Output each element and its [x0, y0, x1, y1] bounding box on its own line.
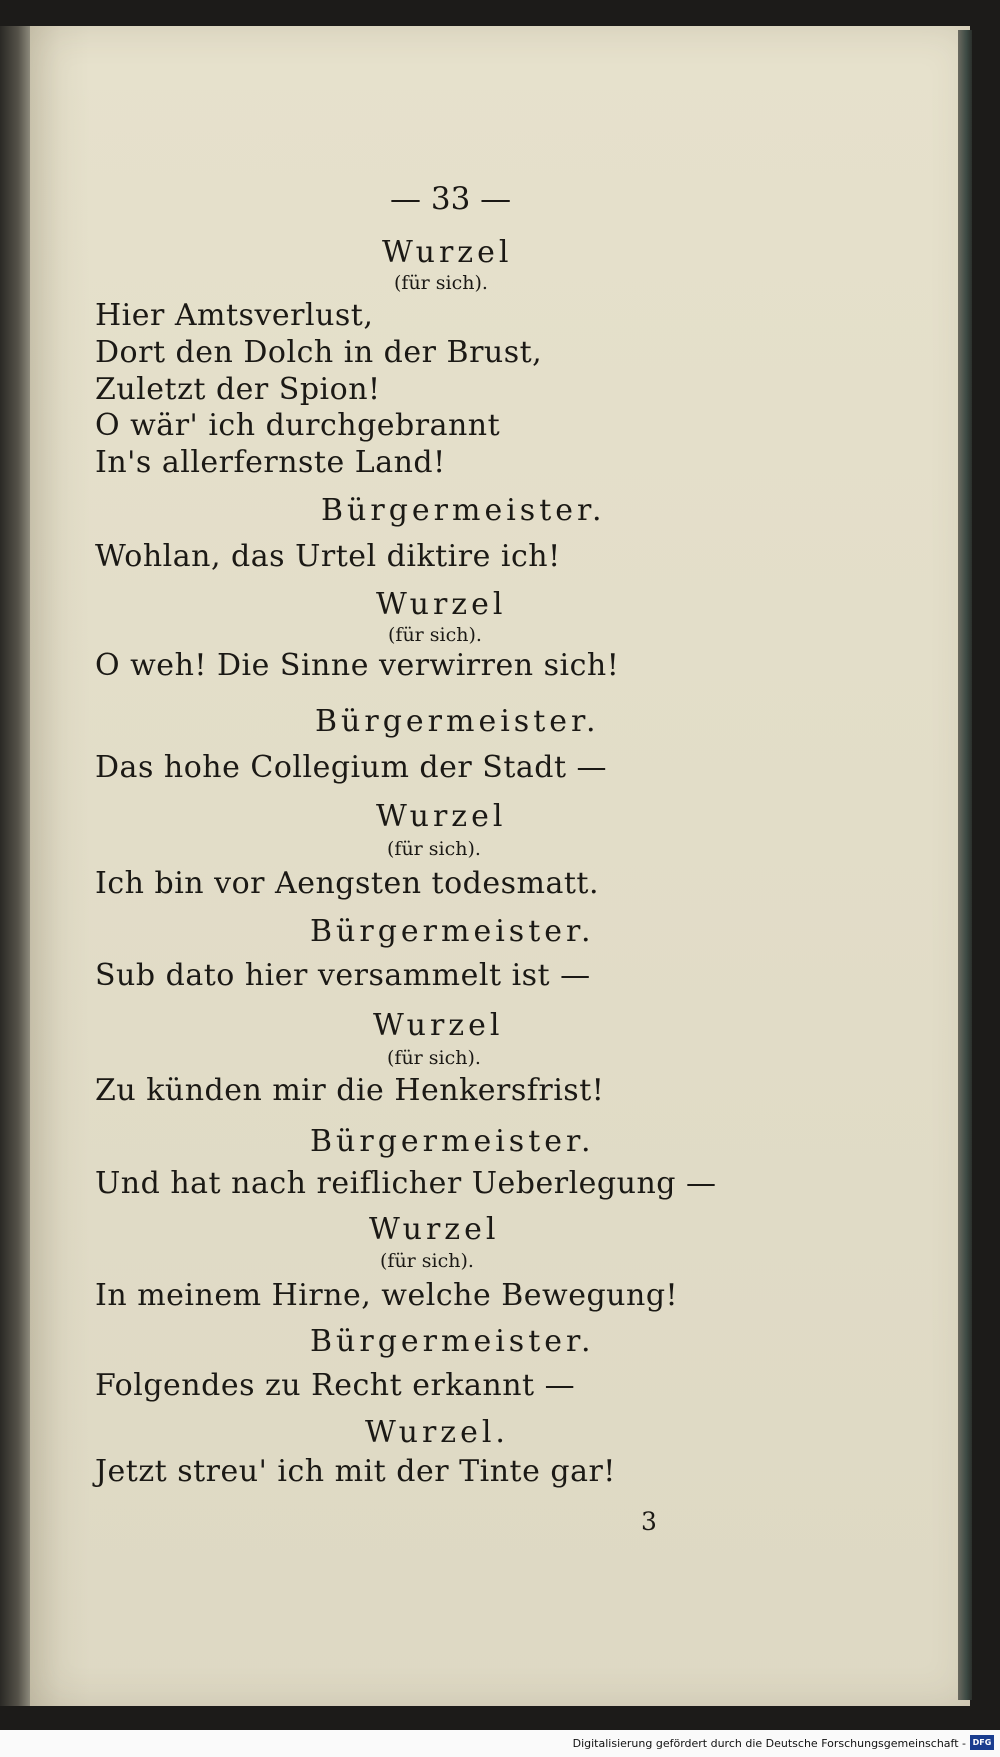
speaker-label: Wurzel [376, 587, 507, 622]
verse-line: Dort den Dolch in der Brust, [95, 335, 543, 370]
verse-line: Und hat nach reiflicher Ueberlegung — [95, 1166, 717, 1201]
verse-line: In's allerfernste Land! [95, 445, 446, 480]
speaker-label: Bürgermeister. [310, 1124, 595, 1159]
stage-direction: (für sich). [388, 624, 482, 646]
book-page [30, 26, 970, 1706]
speaker-label: Bürgermeister. [310, 914, 595, 949]
speaker-label: Bürgermeister. [315, 704, 600, 739]
stage-direction: (für sich). [380, 1250, 474, 1272]
verse-line: Folgendes zu Recht erkannt — [95, 1368, 576, 1403]
signature-mark: 3 [641, 1507, 657, 1536]
book-edge [958, 30, 972, 1700]
verse-line: Zu künden mir die Henkersfrist! [95, 1073, 605, 1108]
verse-line: O weh! Die Sinne verwirren sich! [95, 648, 620, 683]
verse-line: In meinem Hirne, welche Bewegung! [95, 1278, 679, 1313]
verse-line: Sub dato hier versammelt ist — [95, 958, 591, 993]
stage-direction: (für sich). [394, 272, 488, 294]
speaker-label: Bürgermeister. [321, 493, 606, 528]
verse-line: Jetzt streu' ich mit der Tinte gar! [95, 1454, 616, 1489]
verse-line: Ich bin vor Aengsten todesmatt. [95, 866, 600, 901]
funding-credit: Digitalisierung gefördert durch die Deutsche Forschungsgemeinschaft - [572, 1737, 966, 1750]
speaker-label: Wurzel [376, 799, 507, 834]
verse-line: Hier Amtsverlust, [95, 298, 374, 333]
stage-direction: (für sich). [387, 838, 481, 860]
speaker-label: Wurzel. [365, 1415, 509, 1450]
dfg-logo: DFG [970, 1735, 994, 1750]
speaker-label: Wurzel [369, 1212, 500, 1247]
facing-page-edge [0, 26, 30, 1706]
speaker-label: Wurzel [382, 235, 513, 270]
verse-line: Das hohe Collegium der Stadt — [95, 750, 608, 785]
verse-line: O wär' ich durchgebrannt [95, 408, 501, 443]
verse-line: Zuletzt der Spion! [95, 372, 381, 407]
stage-direction: (für sich). [387, 1047, 481, 1069]
digitization-footer [0, 1730, 1000, 1757]
speaker-label: Bürgermeister. [310, 1324, 595, 1359]
page-header: — 33 — [390, 181, 512, 217]
speaker-label: Wurzel [373, 1008, 504, 1043]
verse-line: Wohlan, das Urtel diktire ich! [95, 539, 561, 574]
